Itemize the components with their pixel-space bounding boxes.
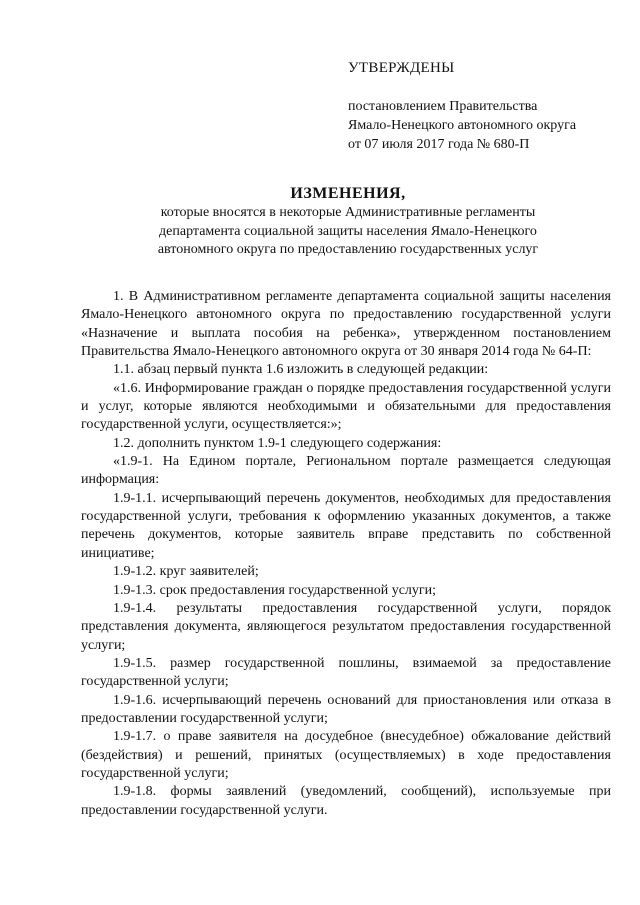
approval-line: от 07 июля 2017 года № 680-П	[348, 137, 530, 152]
paragraph-item-1-9-1-8: 1.9-1.8. формы заявлений (уведомлений, сообщений), используемые при предоставлении государственной услуги.	[81, 784, 611, 818]
approval-line: Ямало-Ненецкого автономного округа	[348, 118, 577, 133]
paragraph-item-1-9-1-3: 1.9-1.3. срок предоставления государственной услуги;	[113, 582, 437, 598]
paragraph-item-1-9-1-5: 1.9-1.5. размер государственной пошлины, взимаемой за предоставление государственной услуги;	[81, 655, 611, 690]
document-title: ИЗМЕНЕНИЯ,	[290, 185, 406, 202]
document-body	[81, 288, 611, 820]
document-subtitle-line: департамента социальной защиты населения Ямало-Ненецкого	[159, 223, 537, 239]
document-heading	[100, 184, 596, 260]
paragraph-item-1-9-1-1: 1.9-1.1. исчерпывающий перечень документов, необходимых для предоставления государственной услуги, требования к оформлению указанных документов, а также перечень документов, которые заявитель вправе представить по собственной инициативе;	[81, 490, 611, 561]
paragraph-item-1-2: 1.2. дополнить пунктом 1.9-1 следующего содержания:	[113, 435, 442, 451]
paragraph-quote-1-9-1: «1.9-1. На Едином портале, Региональном портале размещается следующая информация:	[81, 454, 611, 488]
approval-title: УТВЕРЖДЕНЫ	[348, 60, 455, 76]
paragraph-item-1-9-1-4: 1.9-1.4. результаты предоставления государственной услуги, порядок представления документа, являющегося результатом предоставления государственной услуги;	[81, 600, 611, 653]
document-subtitle-line: которые вносятся в некоторые Административные регламенты	[160, 205, 536, 220]
paragraph-item-1-9-1-2: 1.9-1.2. круг заявителей;	[113, 564, 259, 580]
paragraph-item-1: 1. В Административном регламенте департамента социальной защиты населения Ямало-Ненецкого автономного округа по предоставлению государственной услуги «Назначение и выплата пособия на ребенка», утвержденном постановлением Правительства Ямало-Ненецкого автономного округа от 30 января 2014 года № 64-П:	[81, 289, 611, 360]
paragraph-item-1-1: 1.1. абзац первый пункта 1.6 изложить в следующей редакции:	[113, 362, 489, 378]
approval-line: постановлением Правительства	[348, 99, 538, 114]
approval-block	[348, 60, 628, 154]
paragraph-item-1-9-1-6: 1.9-1.6. исчерпывающий перечень оснований для приостановления или отказа в предоставлении государственной услуги;	[81, 692, 611, 726]
document-subtitle-line: автономного округа по предоставлению государственных услуг	[157, 242, 539, 257]
paragraph-quote-1-6: «1.6. Информирование граждан о порядке предоставления государственной услуги и услуг, которые являются необходимыми и обязательными для предоставления государственной услуги, осуществляется:»;	[81, 380, 611, 433]
paragraph-item-1-9-1-7: 1.9-1.7. о праве заявителя на досудебное (внесудебное) обжалование действий (бездействия) и решений, принятых (осуществляемых) в ходе предоставления государственной услуги;	[81, 729, 611, 781]
